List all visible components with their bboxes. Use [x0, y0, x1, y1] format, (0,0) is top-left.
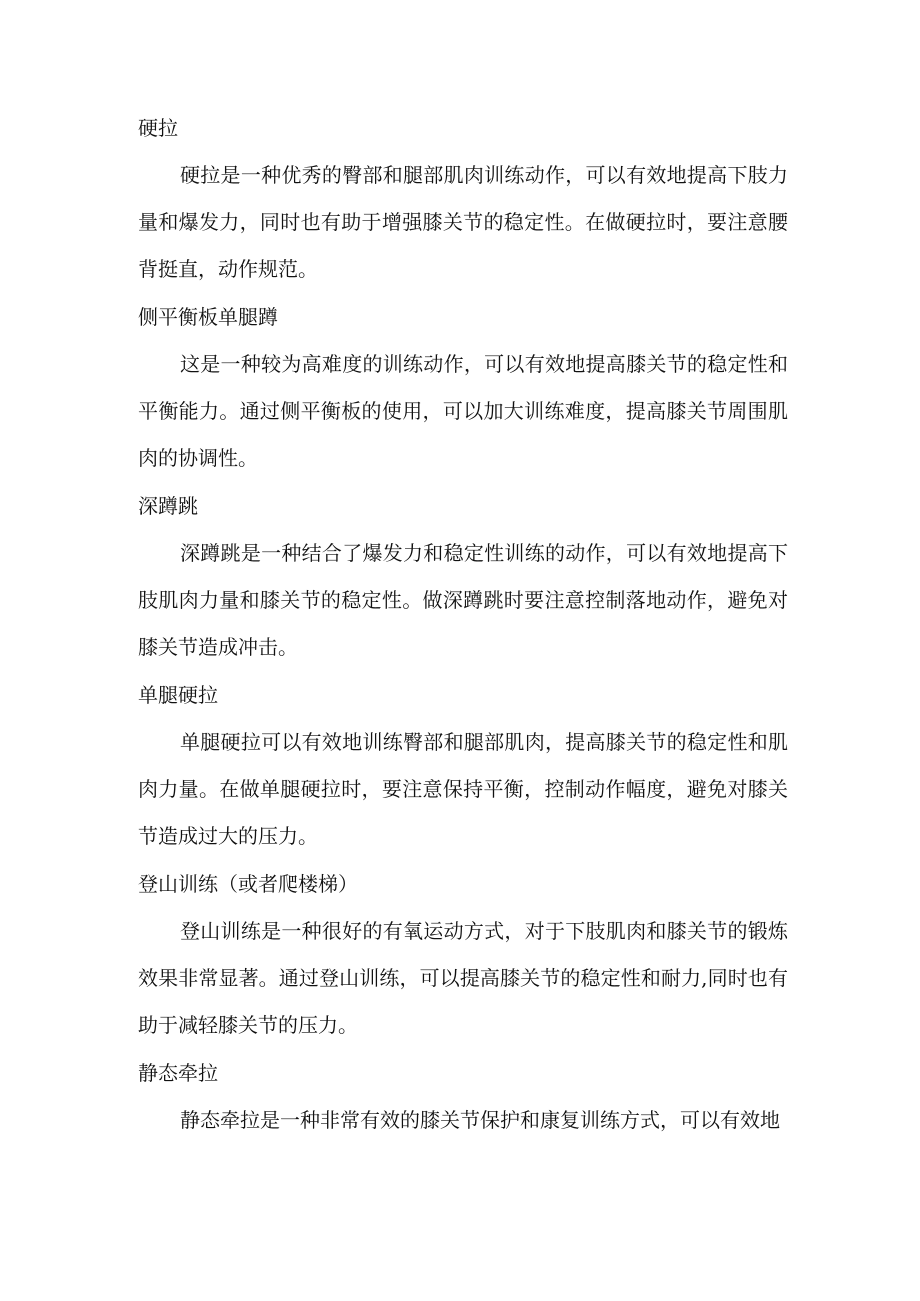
section-heading: 登山训练（或者爬楼梯） — [138, 872, 358, 896]
section-static-stretch — [138, 1049, 788, 1144]
section-paragraph: 深蹲跳是一种结合了爆发力和稳定性训练的动作，可以有效地提高下肢肌肉力量和膝关节的稳定性。做深蹲跳时要注意控制落地动作，避免对膝关节造成冲击。 — [138, 541, 788, 659]
section-balance-board-single-leg-squat — [138, 293, 788, 482]
section-climbing-training — [138, 860, 788, 1049]
section-paragraph: 静态牵拉是一种非常有效的膝关节保护和康复训练方式，可以有效地 — [180, 1108, 780, 1132]
section-heading: 侧平衡板单腿蹲 — [138, 305, 278, 329]
section-deadlift — [138, 104, 788, 293]
section-heading: 硬拉 — [138, 116, 178, 140]
section-paragraph: 登山训练是一种很好的有氧运动方式，对于下肢肌肉和膝关节的锻炼效果非常显著。通过登山训练，可以提高膝关节的稳定性和耐力,同时也有助于减轻膝关节的压力。 — [138, 919, 788, 1037]
section-heading: 静态牵拉 — [138, 1061, 218, 1085]
document-page — [138, 104, 788, 1144]
section-single-leg-deadlift — [138, 671, 788, 860]
section-paragraph: 这是一种较为高难度的训练动作，可以有效地提高膝关节的稳定性和平衡能力。通过侧平衡板的使用，可以加大训练难度，提高膝关节周围肌肉的协调性。 — [138, 352, 788, 470]
section-paragraph: 单腿硬拉可以有效地训练臀部和腿部肌肉，提高膝关节的稳定性和肌肉力量。在做单腿硬拉时，要注意保持平衡，控制动作幅度，避免对膝关节造成过大的压力。 — [138, 730, 788, 848]
section-heading: 深蹲跳 — [138, 494, 198, 518]
section-paragraph: 硬拉是一种优秀的臀部和腿部肌肉训练动作，可以有效地提高下肢力量和爆发力，同时也有助于增强膝关节的稳定性。在做硬拉时，要注意腰背挺直，动作规范。 — [138, 163, 788, 281]
section-heading: 单腿硬拉 — [138, 683, 218, 707]
section-squat-jump — [138, 482, 788, 671]
